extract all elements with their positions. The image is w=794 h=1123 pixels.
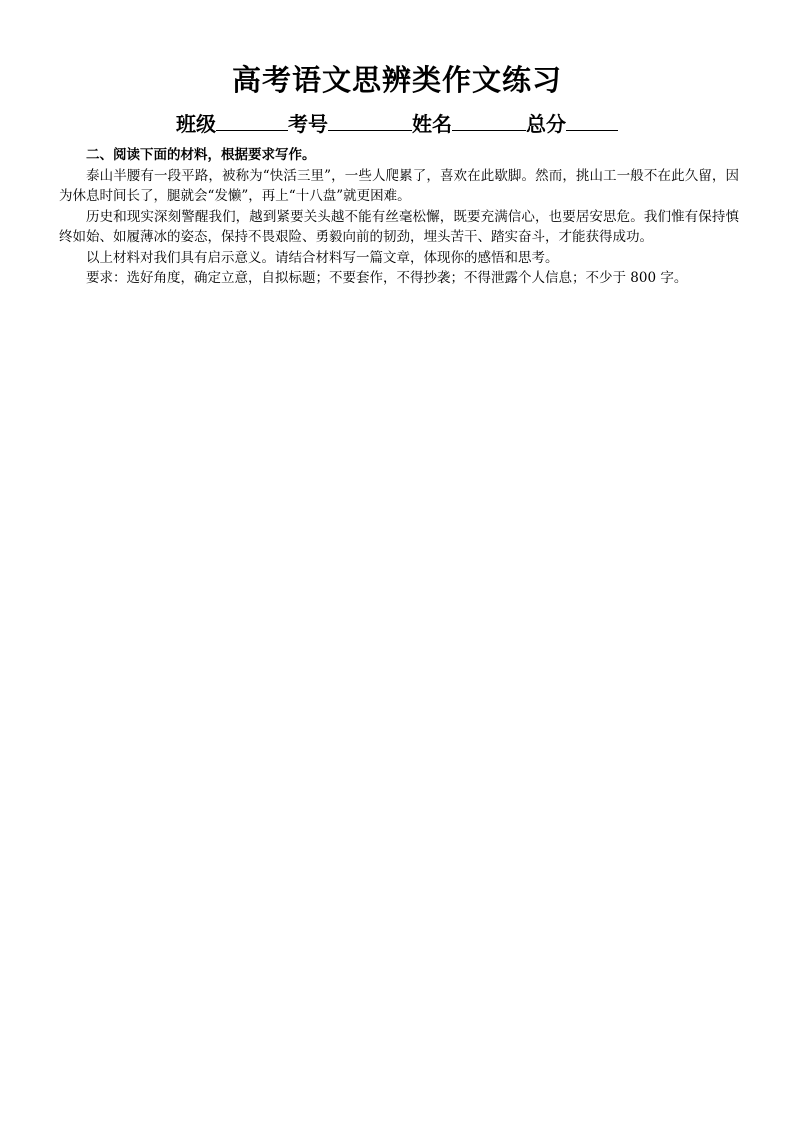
class-blank	[216, 110, 288, 131]
exam-number-label: 考号	[288, 112, 328, 136]
student-info-row	[0, 110, 794, 138]
class-label: 班级	[176, 112, 216, 136]
section-heading: 二、阅读下面的材料，根据要求写作。	[86, 147, 316, 163]
material-paragraph-1: 泰山半腰有一段平路，被称为“快活三里”，一些人爬累了，喜欢在此歇脚。然而，挑山工一般不在此久留，因为休息时间长了，腿就会“发懒”，再上“十八盘”就更困难。	[59, 167, 739, 204]
name-blank	[452, 110, 526, 131]
exam-number-blank	[328, 110, 412, 131]
name-label: 姓名	[412, 112, 452, 136]
essay-prompt	[59, 145, 739, 289]
requirements-paragraph: 要求：选好角度，确定立意，自拟标题；不要套作，不得抄袭；不得泄露个人信息；不少于 800 字。	[86, 270, 688, 286]
score-label: 总分	[526, 112, 566, 136]
score-blank	[566, 110, 618, 131]
page-title: 高考语文思辨类作文练习	[231, 63, 562, 97]
instruction-paragraph: 以上材料对我们具有启示意义。请结合材料写一篇文章，体现你的感悟和思考。	[86, 249, 559, 266]
material-paragraph-2: 历史和现实深刻警醒我们，越到紧要关头越不能有丝毫松懈，既要充满信心，也要居安思危。我们惟有保持慎终如始、如履薄冰的姿态，保持不畏艰险、勇毅向前的韧劲，埋头苦干、踏实奋斗，才能获得成功。	[59, 208, 739, 245]
